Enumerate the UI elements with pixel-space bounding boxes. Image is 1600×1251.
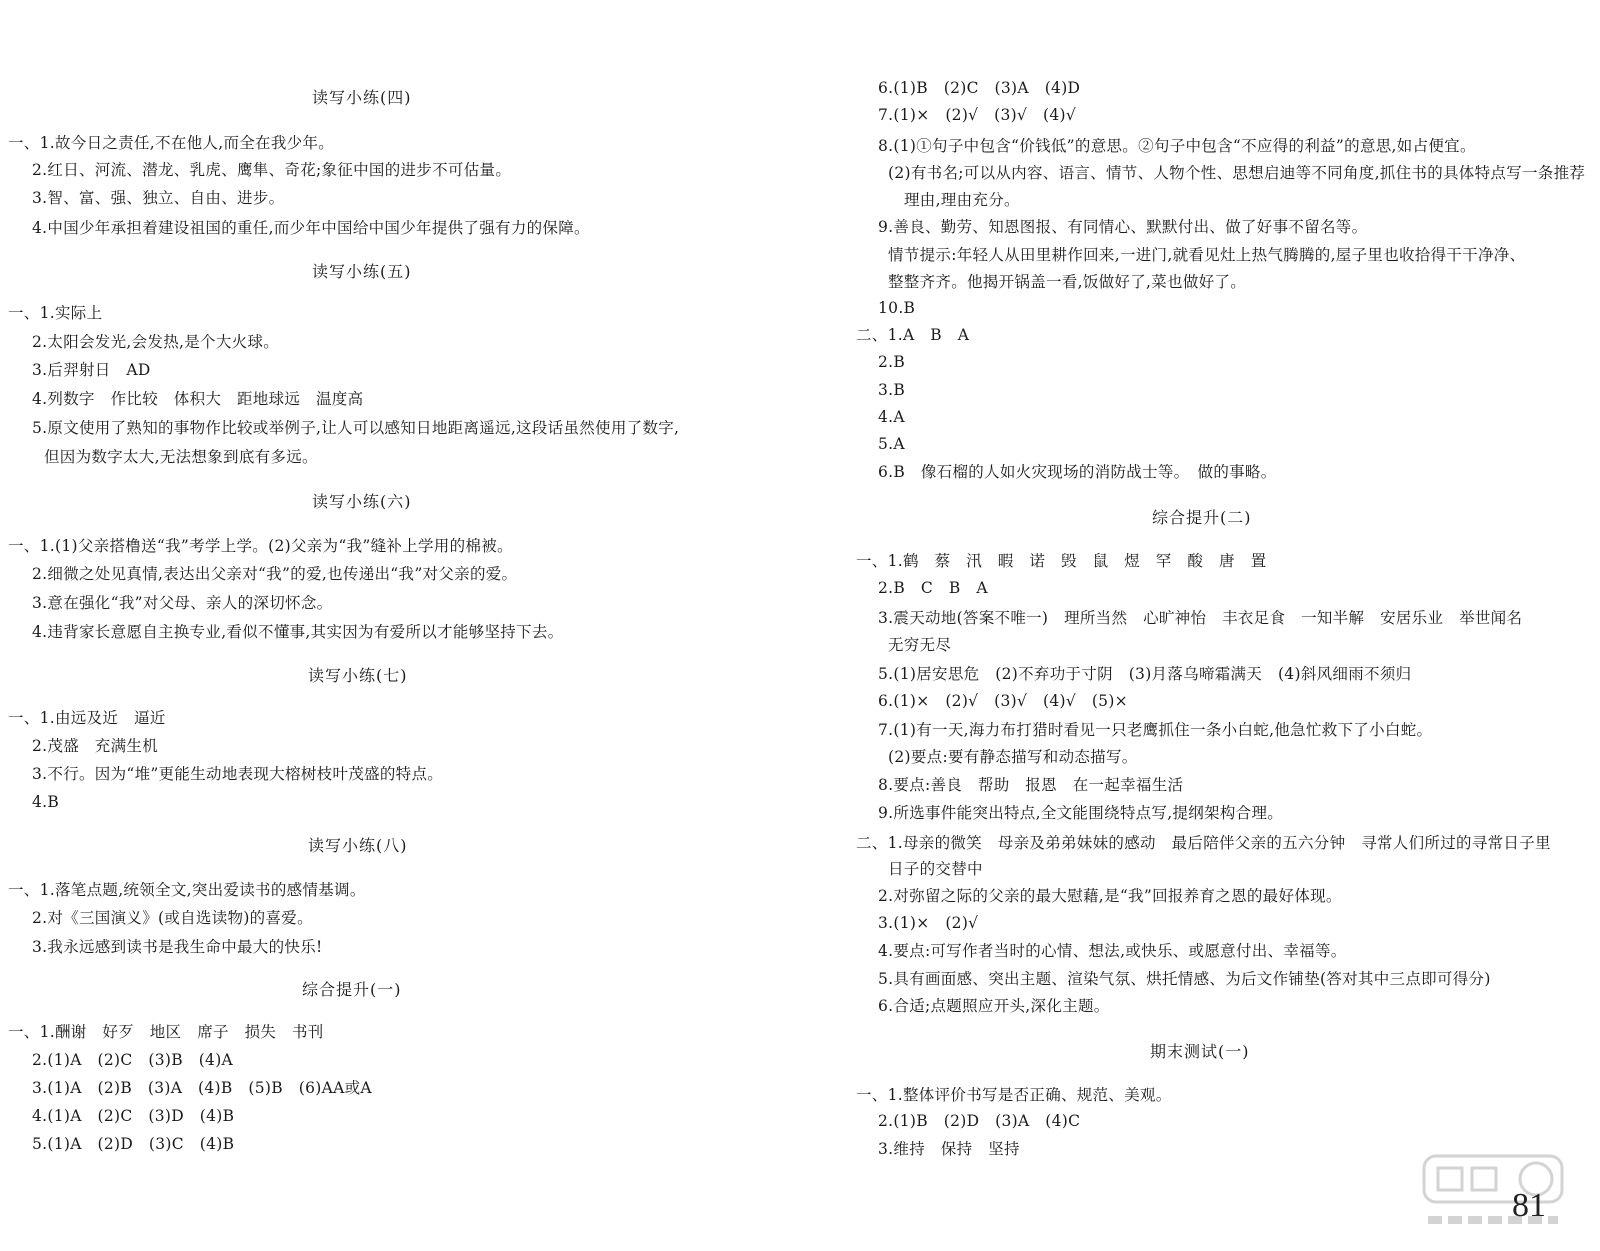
answer-line: 一、1.(1)父亲搭橹送“我”考学上学。(2)父亲为“我”缝补上学用的棉被。	[8, 537, 513, 555]
answer-line: 3.(1)× (2)√	[878, 914, 979, 932]
section-heading: 综合提升(二)	[1152, 508, 1252, 527]
answer-line: 6.B 像石榴的人如火灾现场的消防战士等。 做的事略。	[878, 463, 1277, 481]
answer-line: 一、1.整体评价书写是否正确、规范、美观。	[856, 1086, 1172, 1104]
answer-line: 日子的交替中	[888, 860, 983, 878]
answer-line: (2)有书名;可以从内容、语言、情节、人物个性、思想启迪等不同角度,抓住书的具体特点写一条推荐	[888, 164, 1586, 182]
answer-line: 4.要点:可写作者当时的心情、想法,或快乐、或愿意付出、幸福等。	[878, 942, 1347, 960]
answer-line: 二、1.母亲的微笑 母亲及弟弟妹妹的感动 最后陪伴父亲的五六分钟 寻常人们所过的寻常日子里	[856, 834, 1551, 852]
answer-line: 2.(1)B (2)D (3)A (4)C	[878, 1112, 1081, 1130]
section-heading: 读写小练(八)	[308, 836, 408, 855]
answer-line: 一、1.故今日之责任,不在他人,而全在我少年。	[8, 134, 335, 152]
answer-line: 一、1.由远及近 逼近	[8, 709, 166, 727]
answer-line: 但因为数字太大,无法想象到底有多远。	[44, 448, 318, 466]
page-number: 81	[1512, 1187, 1546, 1224]
answer-line: 5.(1)居安思危 (2)不弃功于寸阴 (3)月落乌啼霜满天 (4)斜风细雨不须归	[878, 665, 1412, 683]
section-heading: 读写小练(七)	[308, 666, 408, 685]
answer-line: 情节提示:年轻人从田里耕作回来,一进门,就看见灶上热气腾腾的,屋子里也收拾得干干净净、	[888, 246, 1526, 264]
answer-line: 7.(1)有一天,海力布打猎时看见一只老鹰抓住一条小白蛇,他急忙救下了小白蛇。	[878, 721, 1433, 739]
answer-line: 6.(1)B (2)C (3)A (4)D	[878, 79, 1081, 97]
answer-line: 2.(1)A (2)C (3)B (4)A	[32, 1051, 234, 1069]
answer-line: 无穷无尽	[888, 636, 952, 654]
answer-line: 一、1.酬谢 好歹 地区 席子 损失 书刊	[8, 1023, 324, 1041]
answer-line: 10.B	[878, 299, 916, 317]
answer-line: 3.维持 保持 坚持	[878, 1140, 1020, 1158]
section-heading: 综合提升(一)	[302, 980, 402, 999]
answer-line: 9.善良、勤劳、知恩图报、有同情心、默默付出、做了好事不留名等。	[878, 218, 1368, 236]
answer-line: 4.(1)A (2)C (3)D (4)B	[32, 1107, 235, 1125]
answer-line: 整整齐齐。他揭开锅盖一看,饭做好了,菜也做好了。	[888, 273, 1247, 291]
answer-line: 5.原文使用了熟知的事物作比较或举例子,让人可以感知日地距离遥远,这段话虽然使用了数字,	[32, 419, 680, 437]
answer-line: 3.不行。因为“堆”更能生动地表现大榕树枝叶茂盛的特点。	[32, 765, 444, 783]
section-heading: 读写小练(四)	[312, 88, 412, 107]
answer-line: (2)要点:要有静态描写和动态描写。	[888, 748, 1138, 766]
answer-line: 2.B C B A	[878, 579, 988, 597]
answer-line: 3.(1)A (2)B (3)A (4)B (5)B (6)AA或A	[32, 1079, 372, 1097]
answer-line: 3.智、富、强、独立、自由、进步。	[32, 189, 285, 207]
answer-line: 4.列数字 作比较 体积大 距地球远 温度高	[32, 390, 364, 408]
section-heading: 读写小练(六)	[312, 492, 412, 511]
answer-line: 二、1.A B A	[856, 326, 970, 344]
answer-line: 一、1.实际上	[8, 304, 103, 322]
answer-line: 5.(1)A (2)D (3)C (4)B	[32, 1135, 235, 1153]
section-heading: 期末测试(一)	[1150, 1042, 1250, 1061]
answer-line: 一、1.落笔点题,统领全文,突出爱读书的感情基调。	[8, 881, 366, 899]
section-heading: 读写小练(五)	[312, 262, 412, 281]
answer-line: 3.B	[878, 381, 906, 399]
answer-line: 理由,理由充分。	[904, 191, 1020, 209]
answer-line: 3.震天动地(答案不唯一) 理所当然 心旷神怡 丰衣足食 一知半解 安居乐业 举世闻名	[878, 609, 1523, 627]
answer-line: 9.所选事件能突出特点,全文能围绕特点写,提纲架构合理。	[878, 804, 1284, 822]
answer-line: 4.A	[878, 408, 905, 426]
answer-line: 一、1.鹤 蔡 汛 暇 诺 毁 鼠 煜 罕 酸 唐 置	[856, 552, 1267, 570]
answer-line: 2.红日、河流、潜龙、乳虎、鹰隼、奇花;象征中国的进步不可估量。	[32, 161, 512, 179]
answer-line: 2.对弥留之际的父亲的最大慰藉,是“我”回报养育之恩的最好体现。	[878, 887, 1342, 905]
answer-line: 4.违背家长意愿自主换专业,看似不懂事,其实因为有爱所以才能够坚持下去。	[32, 623, 564, 641]
answer-line: 2.细微之处见真情,表达出父亲对“我”的爱,也传递出“我”对父亲的爱。	[32, 565, 518, 583]
answer-line: 3.意在强化“我”对父母、亲人的深切怀念。	[32, 594, 333, 612]
answer-line: 4.中国少年承担着建设祖国的重任,而少年中国给中国少年提供了强有力的保障。	[32, 219, 590, 237]
answer-line: 5.A	[878, 435, 905, 453]
answer-line: 4.B	[32, 793, 60, 811]
answer-line: 5.具有画面感、突出主题、渲染气氛、烘托情感、为后文作铺垫(答对其中三点即可得分)	[878, 970, 1491, 988]
answer-line: 6.(1)× (2)√ (3)√ (4)√ (5)×	[878, 692, 1128, 710]
answer-line: 8.要点:善良 帮助 报恩 在一起幸福生活	[878, 776, 1184, 794]
answer-line: 7.(1)× (2)√ (3)√ (4)√	[878, 106, 1077, 124]
answer-line: 8.(1)①句子中包含“价钱低”的意思。②句子中包含“不应得的利益”的意思,如占便宜。	[878, 137, 1476, 155]
answer-line: 2.太阳会发光,会发热,是个大火球。	[32, 333, 280, 351]
answer-line: 3.后羿射日 AD	[32, 361, 151, 379]
answer-line: 2.B	[878, 353, 906, 371]
answer-line: 3.我永远感到读书是我生命中最大的快乐!	[32, 938, 323, 956]
answer-line: 6.合适;点题照应开头,深化主题。	[878, 997, 1110, 1015]
answer-line: 2.茂盛 充满生机	[32, 737, 158, 755]
answer-line: 2.对《三国演义》(或自选读物)的喜爱。	[32, 909, 313, 927]
